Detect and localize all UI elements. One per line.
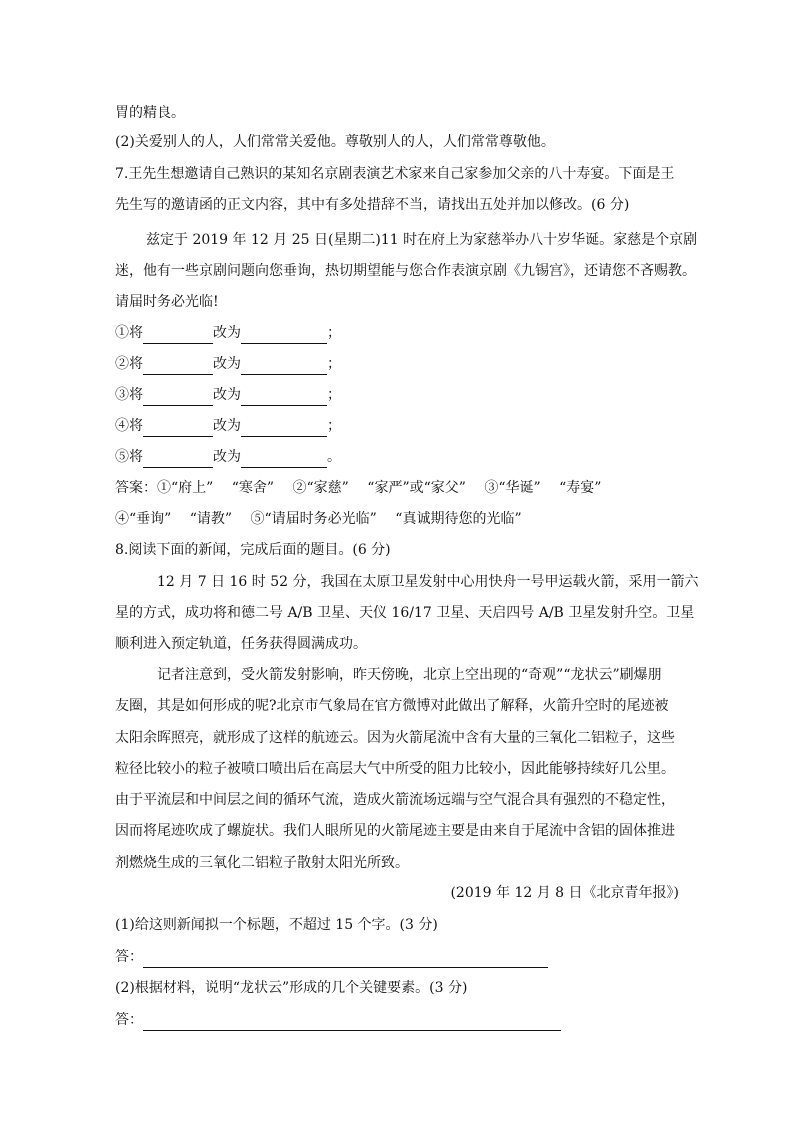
correction-item <box>115 384 341 406</box>
answer-label: 答： <box>115 1012 143 1028</box>
correction-number: ①将 <box>115 325 143 341</box>
blank-revised[interactable] <box>241 421 327 437</box>
blank-revised[interactable] <box>241 452 327 468</box>
correction-end-punct: 。 <box>327 449 341 465</box>
news-source: (2019 年 12 月 8 日《北京青年报》) <box>450 885 679 901</box>
correction-end-punct: ； <box>327 418 341 434</box>
news-paragraph-2-line-7: 剂燃烧生成的三氧化二铝粒子散射太阳光所致。 <box>115 855 409 871</box>
question-7-line-1: 7.王先生想邀请自己熟识的某知名京剧表演艺术家来自己家参加父亲的八十寿宴。下面是王 <box>115 166 675 182</box>
correction-change-label: 改为 <box>213 387 241 403</box>
answer-label: 答： <box>115 949 143 965</box>
answer-line-1 <box>115 946 548 968</box>
blank-original[interactable] <box>143 328 213 344</box>
correction-item <box>115 446 341 468</box>
invitation-letter-line-3: 请届时务必光临! <box>115 294 219 310</box>
invitation-letter-line-1: 兹定于 2019 年 12 月 25 日(星期二)11 时在府上为家慈举办八十岁华诞。家慈是个京剧 <box>146 232 698 248</box>
question-8-heading: 8.阅读下面的新闻，完成后面的题目。(6 分) <box>115 542 391 558</box>
blank-original[interactable] <box>143 452 213 468</box>
answer-item-2: (2)关爱别人的人，人们常常关爱他。尊敬别人的人，人们常常尊敬他。 <box>115 134 555 150</box>
news-paragraph-2-line-2: 友圈，其是如何形成的呢?北京市气象局在官方微博对此做出了解释，火箭升空时的尾迹被 <box>115 698 669 714</box>
correction-number: ④将 <box>115 418 143 434</box>
correction-change-label: 改为 <box>213 356 241 372</box>
correction-number: ②将 <box>115 356 143 372</box>
answer-key-line-2: ④“垂询” “请教” ⑤“请届时务必光临” “真诚期待您的光临” <box>115 511 522 527</box>
blank-original[interactable] <box>143 421 213 437</box>
sub-question-2: (2)根据材料，说明“龙状云”形成的几个关键要素。(3 分) <box>115 980 468 996</box>
blank-original[interactable] <box>143 390 213 406</box>
news-paragraph-2-line-1: 记者注意到，受火箭发射影响，昨天傍晚，北京上空出现的“奇观”“龙状云”刷爆朋 <box>157 667 662 683</box>
correction-change-label: 改为 <box>213 418 241 434</box>
news-paragraph-2-line-4: 粒径比较小的粒子被喷口喷出后在高层大气中所受的阻力比较小，因此能够持续好几公里。 <box>115 761 675 777</box>
blank-revised[interactable] <box>241 359 327 375</box>
correction-item <box>115 353 341 375</box>
answer-line-2 <box>115 1009 561 1031</box>
correction-end-punct: ； <box>327 387 341 403</box>
answer-blank-2[interactable] <box>143 1015 561 1031</box>
blank-original[interactable] <box>143 359 213 375</box>
answer-key-line-1: 答案：①“府上” “寒舍” ②“家慈” “家严”或“家父” ③“华诞” “寿宴” <box>115 480 602 496</box>
correction-item <box>115 415 341 437</box>
question-7-line-2: 先生写的邀请函的正文内容，其中有多处措辞不当，请找出五处并加以修改。(6 分) <box>115 197 630 213</box>
news-paragraph-1-line-1: 12 月 7 日 16 时 52 分，我国在太原卫星发射中心用快舟一号甲运载火箭，采用一箭六 <box>157 574 699 590</box>
correction-change-label: 改为 <box>213 325 241 341</box>
correction-end-punct: ； <box>327 356 341 372</box>
news-paragraph-2-line-5: 由于平流层和中间层之间的循环气流，造成火箭流场远端与空气混合具有强烈的不稳定性， <box>115 792 675 808</box>
correction-change-label: 改为 <box>213 449 241 465</box>
correction-end-punct: ； <box>327 325 341 341</box>
sub-question-1: (1)给这则新闻拟一个标题，不超过 15 个字。(3 分) <box>115 917 438 933</box>
correction-number: ③将 <box>115 387 143 403</box>
blank-revised[interactable] <box>241 390 327 406</box>
answer-blank-1[interactable] <box>143 952 548 968</box>
blank-revised[interactable] <box>241 328 327 344</box>
correction-number: ⑤将 <box>115 449 143 465</box>
paragraph-continuation: 胃的精良。 <box>115 105 185 121</box>
correction-item <box>115 322 341 344</box>
invitation-letter-line-2: 迷，他有一些京剧问题向您垂询，热切期望能与您合作表演京剧《九锡宫》，还请您不吝赐教。 <box>115 263 696 279</box>
news-paragraph-2-line-6: 因而将尾迹吹成了螺旋状。我们人眼所见的火箭尾迹主要是由来自于尾流中含铝的固体推进 <box>115 823 675 839</box>
news-paragraph-1-line-3: 顺利进入预定轨道，任务获得圆满成功。 <box>115 636 367 652</box>
news-paragraph-1-line-2: 星的方式，成功将和德二号 A/B 卫星、天仪 16/17 卫星、天启四号 A/B 卫星发射升空。卫星 <box>115 605 695 621</box>
news-paragraph-2-line-3: 太阳余晖照亮，就形成了这样的航迹云。因为火箭尾流中含有大量的三氧化二铝粒子，这些 <box>115 730 675 746</box>
